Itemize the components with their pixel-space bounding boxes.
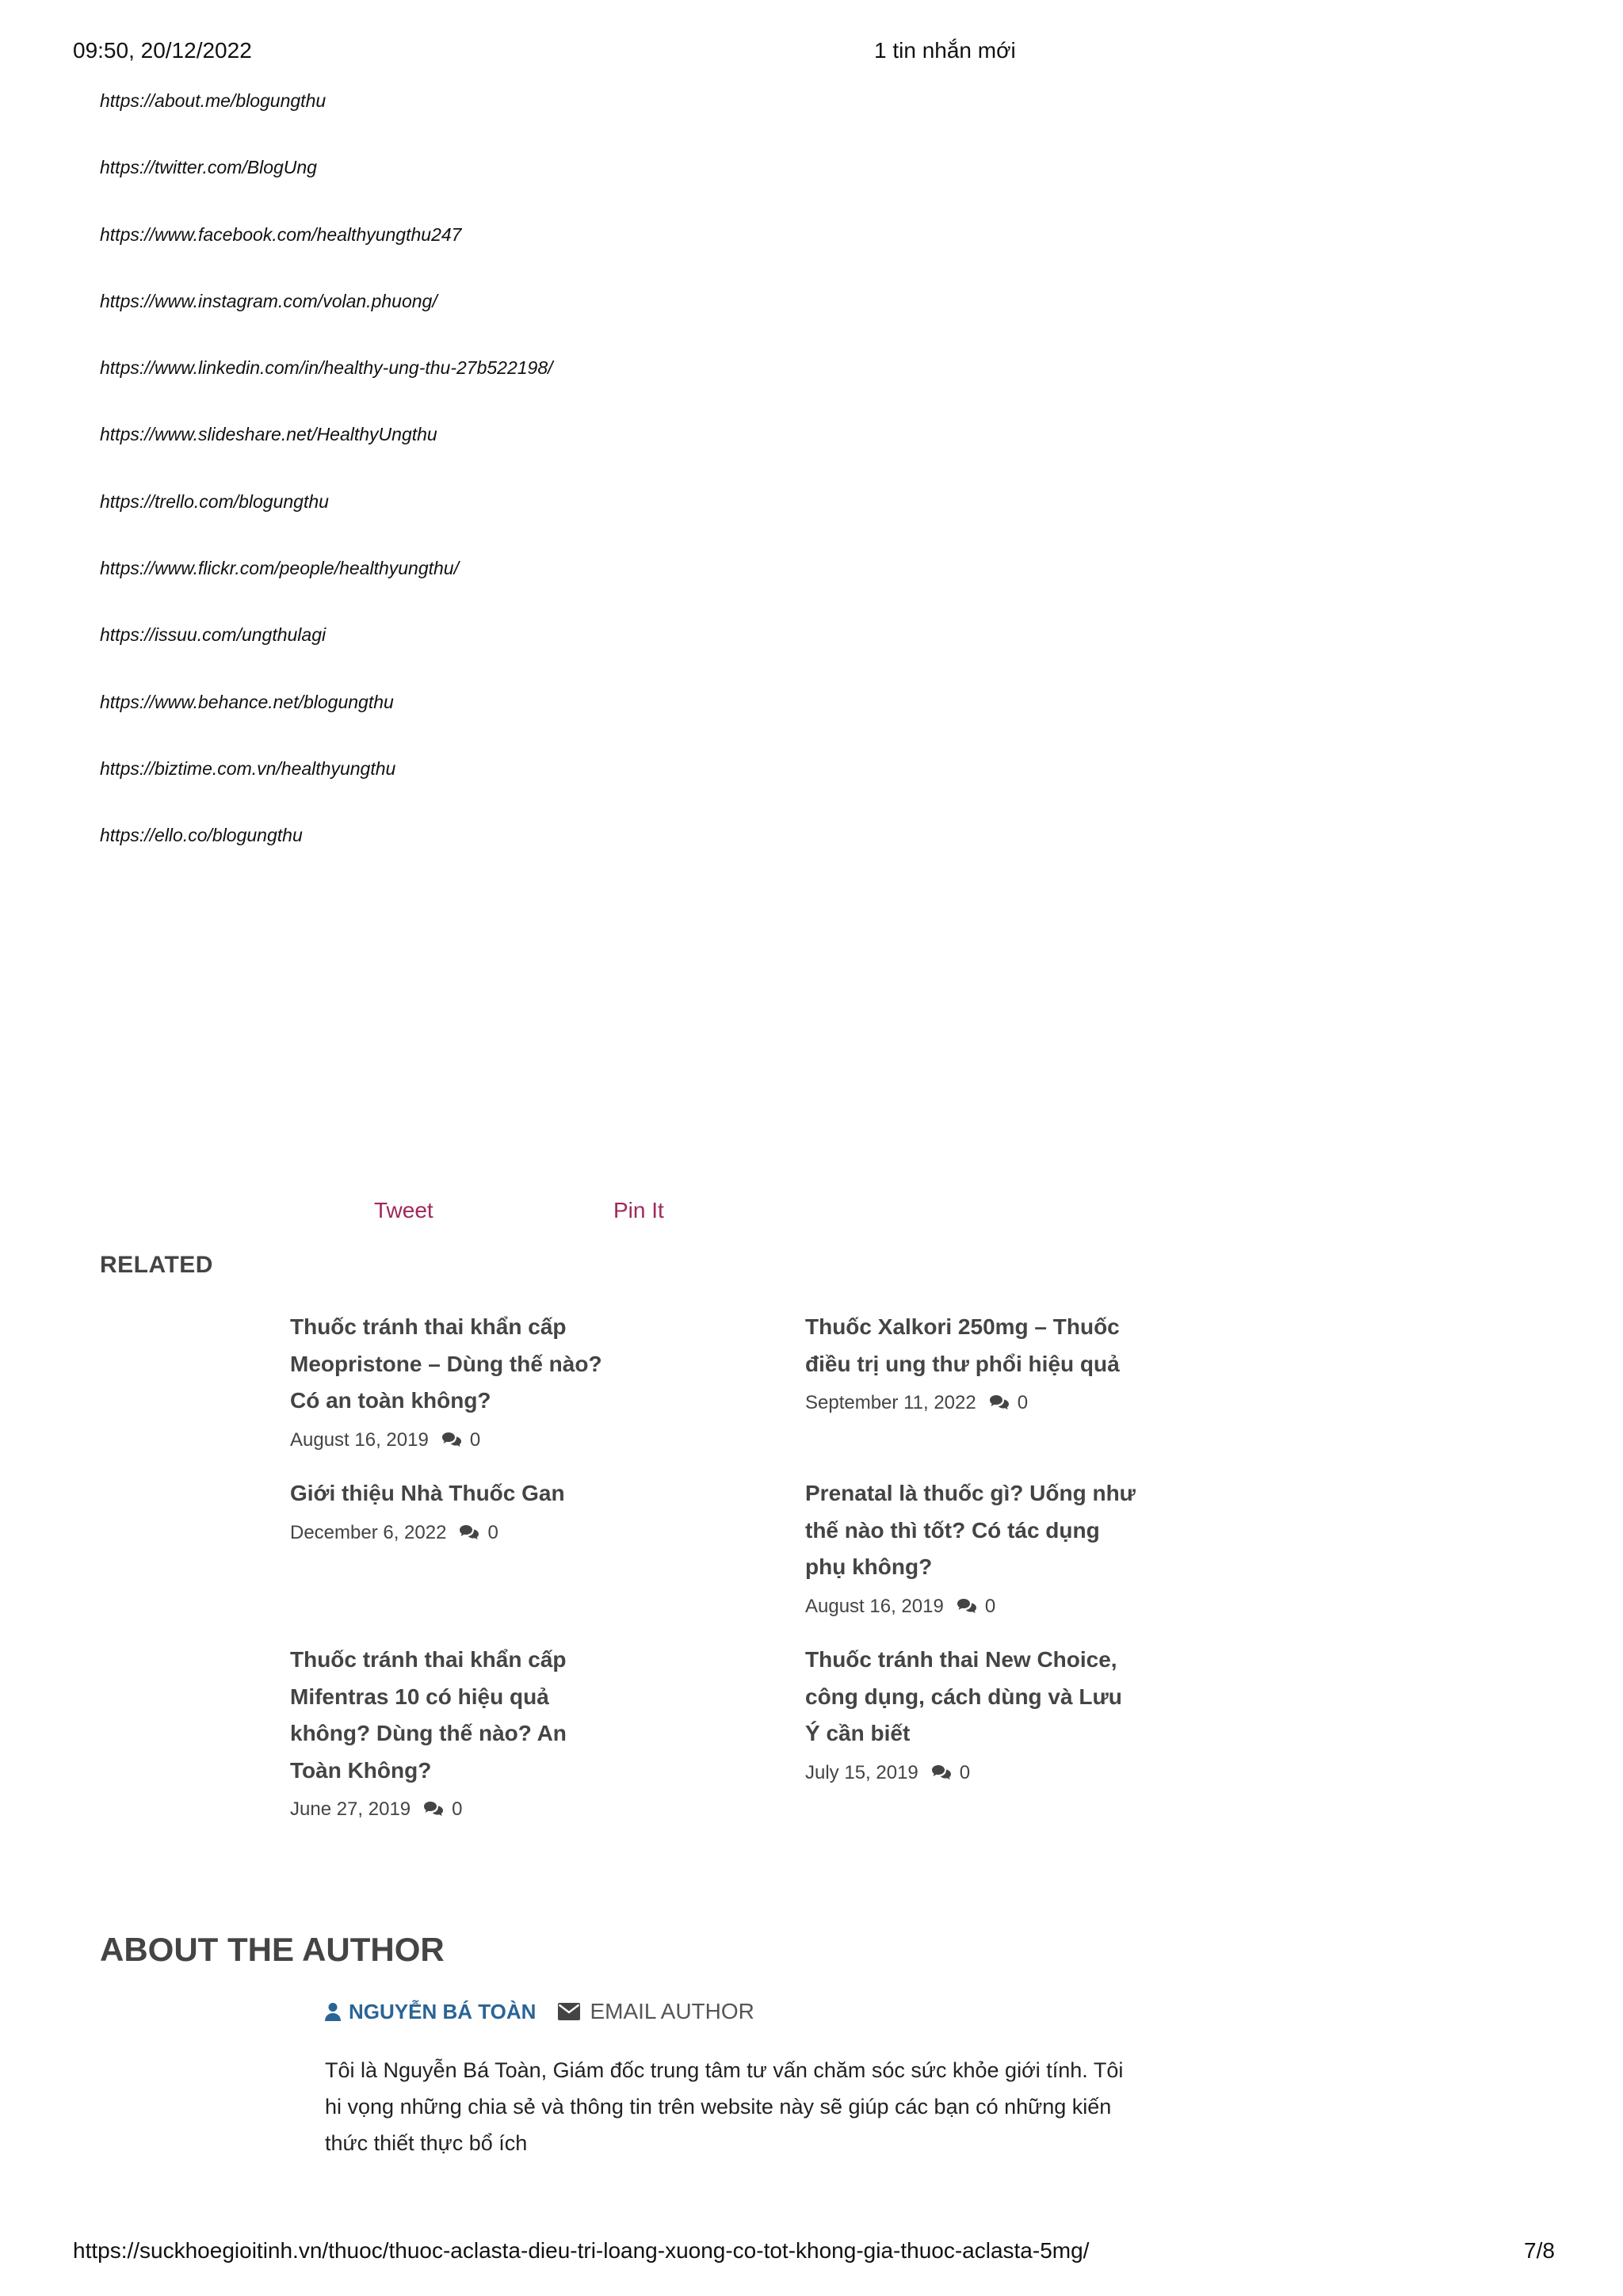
social-link-twitter[interactable]: https://twitter.com/BlogUng: [100, 157, 317, 178]
link-item: [100, 155, 553, 222]
social-link-trello[interactable]: https://trello.com/blogungthu: [100, 490, 329, 512]
author-name-link[interactable]: [325, 2000, 536, 2024]
related-post-title[interactable]: Thuốc tránh thai khẩn cấp Mifentras 10 có hiệu quả không? Dùng thế nào? An Toàn Không?: [290, 1647, 567, 1783]
social-link-facebook[interactable]: https://www.facebook.com/healthyungthu247: [100, 223, 462, 245]
comments-icon: [441, 1432, 462, 1449]
comments-icon: [459, 1524, 479, 1542]
email-author-label: EMAIL AUTHOR: [590, 1999, 754, 2023]
link-item: [100, 690, 553, 757]
email-author-link[interactable]: [558, 1999, 754, 2024]
related-post-comment-count: 0: [959, 1761, 971, 1783]
link-item: [100, 356, 553, 422]
related-post: [805, 1475, 1138, 1618]
related-post-comment-count: 0: [487, 1521, 498, 1543]
link-item: [100, 490, 553, 556]
social-link-slideshare[interactable]: https://www.slideshare.net/HealthyUngthu: [100, 424, 437, 445]
related-heading: RELATED: [100, 1252, 213, 1278]
link-item: [100, 823, 553, 890]
related-post-meta: [805, 1392, 1138, 1414]
social-link-instagram[interactable]: https://www.instagram.com/volan.phuong/: [100, 290, 437, 311]
related-post: [290, 1309, 623, 1451]
related-post-meta: [805, 1596, 1138, 1618]
social-link-issuu[interactable]: https://issuu.com/ungthulagi: [100, 624, 327, 646]
related-post-title[interactable]: Thuốc tránh thai New Choice, công dụng, cách dùng và Lưu Ý cần biết: [805, 1647, 1122, 1745]
comments-icon: [957, 1598, 977, 1615]
social-link-flickr[interactable]: https://www.flickr.com/people/healthyungthu/: [100, 558, 459, 579]
related-post-comment-count: 0: [469, 1428, 481, 1451]
pin-it-button[interactable]: Pin It: [613, 1198, 664, 1222]
related-post-date: September 11, 2022: [805, 1392, 976, 1413]
related-post-meta: [290, 1798, 623, 1821]
print-footer-url: https://suckhoegioitinh.vn/thuoc/thuoc-aclasta-dieu-tri-loang-xuong-co-tot-khong-gia-thuoc-aclasta-5mg/: [73, 2238, 1090, 2263]
link-item: [100, 89, 553, 155]
related-post: [805, 1642, 1138, 1784]
related-post-title[interactable]: Thuốc Xalkori 250mg – Thuốc điều trị ung thư phổi hiệu quả: [805, 1314, 1120, 1376]
related-post-meta: [290, 1522, 623, 1544]
related-post: [805, 1309, 1138, 1414]
link-item: [100, 757, 553, 823]
related-post-title[interactable]: Prenatal là thuốc gì? Uống như thế nào thì tốt? Có tác dụng phụ không?: [805, 1481, 1136, 1579]
print-notification: 1 tin nhắn mới: [874, 38, 1016, 63]
related-post: [290, 1642, 623, 1821]
print-page-number: 7/8: [1524, 2238, 1555, 2263]
related-post-title[interactable]: Giới thiệu Nhà Thuốc Gan: [290, 1481, 565, 1505]
related-post-comment-count: 0: [984, 1595, 996, 1617]
social-link-ello[interactable]: https://ello.co/blogungthu: [100, 825, 303, 846]
link-item: [100, 556, 553, 623]
author-name: NGUYỄN BÁ TOÀN: [349, 1999, 537, 2023]
comments-icon: [931, 1764, 952, 1782]
social-links-list: [100, 89, 553, 891]
link-item: [100, 422, 553, 489]
about-author-heading: ABOUT THE AUTHOR: [100, 1931, 445, 1968]
envelope-icon: [558, 2003, 580, 2020]
related-post: [290, 1475, 623, 1544]
link-item: [100, 623, 553, 689]
related-post-date: August 16, 2019: [805, 1595, 944, 1617]
tweet-button[interactable]: Tweet: [374, 1198, 433, 1222]
social-link-behance[interactable]: https://www.behance.net/blogungthu: [100, 691, 394, 712]
print-datetime: 09:50, 20/12/2022: [73, 38, 252, 63]
related-post-title[interactable]: Thuốc tránh thai khẩn cấp Meopristone – Dùng thế nào? Có an toàn không?: [290, 1314, 602, 1413]
related-post-comment-count: 0: [1017, 1392, 1029, 1413]
social-link-aboutme[interactable]: https://about.me/blogungthu: [100, 90, 327, 111]
comments-icon: [423, 1801, 444, 1818]
user-icon: [325, 2002, 341, 2021]
social-link-biztime[interactable]: https://biztime.com.vn/healthyungthu: [100, 757, 396, 779]
related-post-date: December 6, 2022: [290, 1521, 447, 1543]
link-item: [100, 223, 553, 289]
author-bio: Tôi là Nguyễn Bá Toàn, Giám đốc trung tâm tư vấn chăm sóc sức khỏe giới tính. Tôi hi vọng những chia sẻ và thông tin trên website này sẽ giúp các bạn có những kiến thức thiết thực bổ ích: [325, 2058, 1124, 2155]
related-post-date: August 16, 2019: [290, 1428, 429, 1451]
related-post-meta: [805, 1762, 1138, 1784]
comments-icon: [989, 1394, 1010, 1412]
related-post-meta: [290, 1429, 623, 1451]
related-post-date: July 15, 2019: [805, 1761, 918, 1783]
author-meta-row: [325, 1999, 754, 2024]
related-post-date: June 27, 2019: [290, 1798, 411, 1820]
related-post-comment-count: 0: [452, 1798, 463, 1820]
link-item: [100, 289, 553, 356]
social-link-linkedin[interactable]: https://www.linkedin.com/in/healthy-ung-thu-27b522198/: [100, 357, 553, 379]
